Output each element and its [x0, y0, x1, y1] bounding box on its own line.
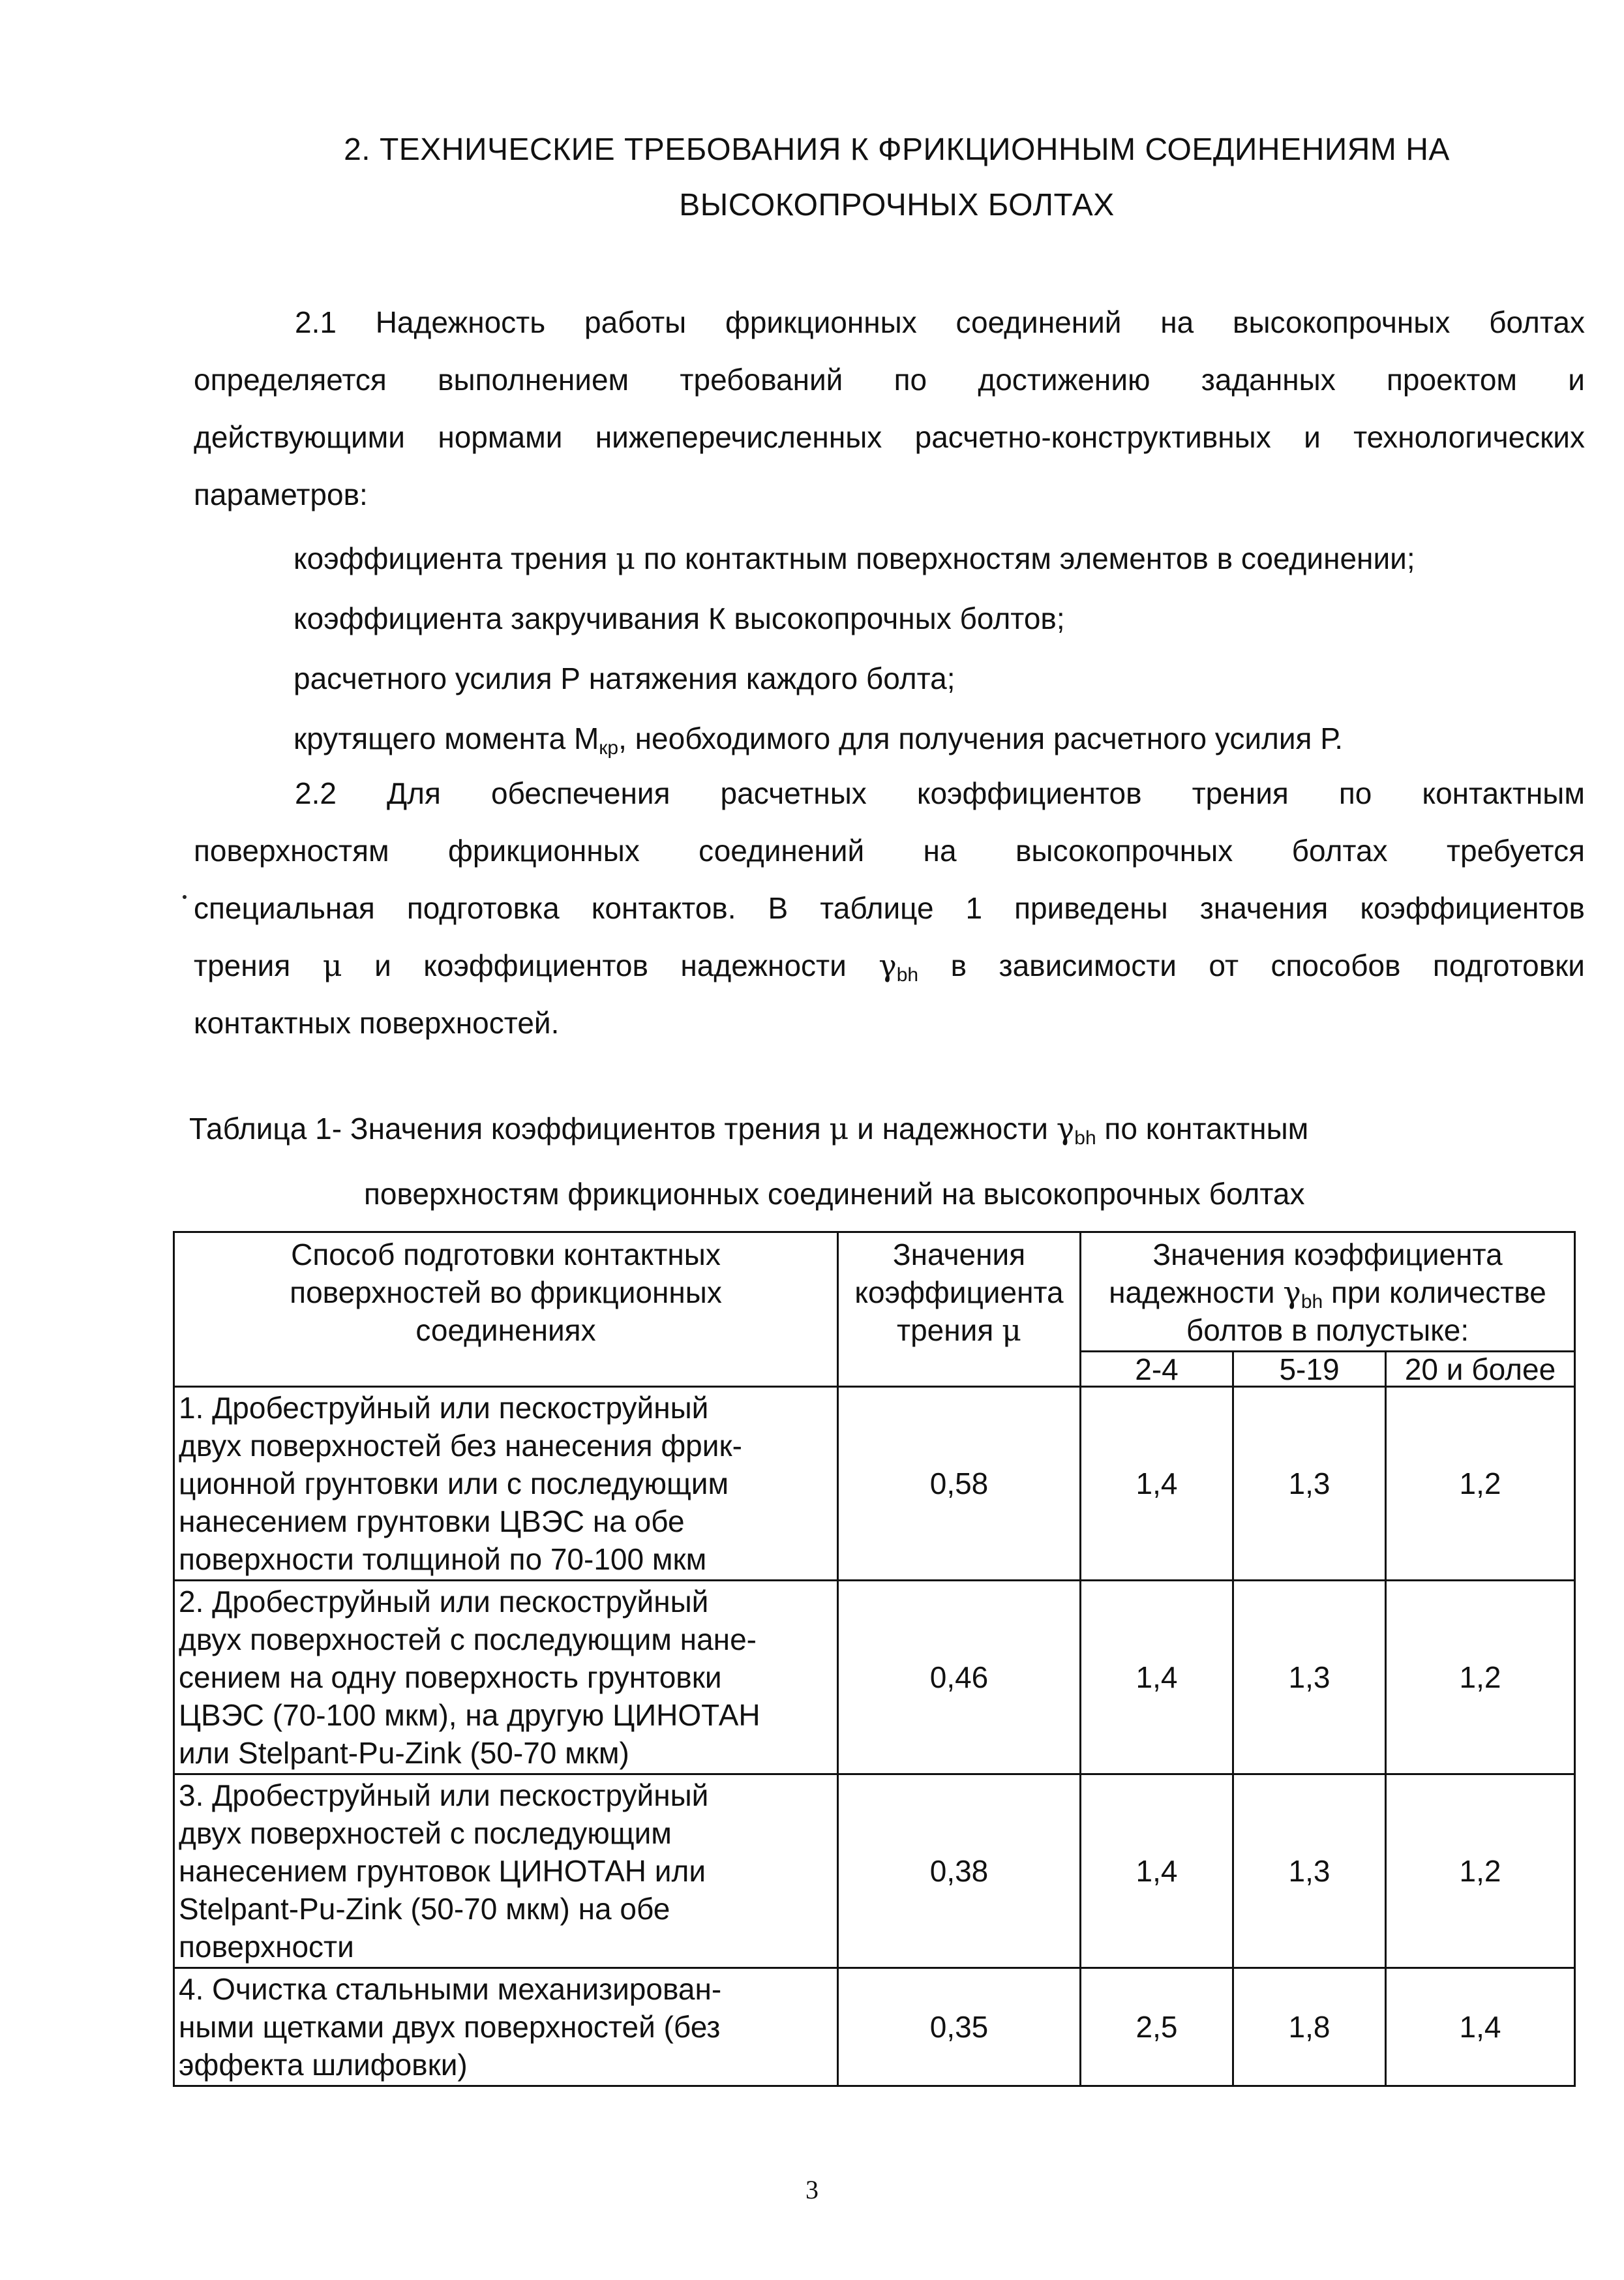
text-run: трения [897, 1313, 1002, 1347]
text-run: по контактным [1096, 1112, 1309, 1146]
header-line [844, 1311, 1074, 1349]
friction-value: 0,38 [838, 1774, 1081, 1968]
method-line: эффекта шлифовки) [179, 2048, 468, 2082]
paragraph-line: действующими нормами нижеперечисленных расчетно-конструктивных и технологических [194, 420, 1585, 454]
reliability-5-19: 1,8 [1233, 1968, 1386, 2086]
item-text: коэффициента закручивания К высокопрочных болтов; [293, 601, 1065, 635]
subscript: bh [1074, 1127, 1096, 1149]
header-line: соединениях [415, 1313, 596, 1347]
paragraph-line: определяется выполнением требований по достижению заданных проектом и [194, 363, 1585, 397]
scan-speck [183, 895, 187, 899]
table-caption-line2: поверхностям фрикционных соединений на высокопрочных болтах [364, 1177, 1305, 1211]
subheader-20-plus: 20 и более [1386, 1352, 1575, 1387]
page-number: 3 [805, 2175, 819, 2204]
item-text: расчетного усилия Р натяжения каждого болта; [293, 661, 955, 695]
mu-symbol: μ [829, 1111, 849, 1146]
header-line [1087, 1273, 1569, 1311]
friction-value: 0,46 [838, 1581, 1081, 1774]
reliability-20-plus: 1,4 [1386, 1968, 1575, 2086]
method-line: Stelpant-Pu-Zink (50-70 мкм) на обе [179, 1892, 670, 1926]
reliability-20-plus: 1,2 [1386, 1387, 1575, 1581]
method-cell [174, 1581, 838, 1774]
text-run: и коэффициентов надежности [342, 949, 879, 982]
table-row [174, 1774, 1575, 1968]
list-item-tension [293, 650, 955, 707]
paragraph-2-1 [194, 294, 1585, 523]
mu-symbol: μ [322, 948, 342, 983]
header-friction [838, 1232, 1081, 1387]
reliability-2-4: 1,4 [1081, 1387, 1233, 1581]
list-item-friction [293, 530, 1415, 587]
text-run: надежности [1109, 1275, 1284, 1309]
list-item-torque [293, 710, 1343, 767]
friction-value: 0,35 [838, 1968, 1081, 2086]
method-line: ционной грунтовки или с последующим [179, 1467, 729, 1500]
method-cell [174, 1968, 838, 2086]
method-cell [174, 1774, 838, 1968]
paragraph-line [194, 937, 1585, 994]
mu-symbol: μ [616, 541, 635, 576]
reliability-5-19: 1,3 [1233, 1774, 1386, 1968]
item-text: крутящего момента М [293, 722, 599, 755]
table-header-row [174, 1232, 1575, 1352]
subheader-2-4: 2-4 [1081, 1352, 1233, 1387]
friction-value: 0,58 [838, 1387, 1081, 1581]
subheader-5-19: 5-19 [1233, 1352, 1386, 1387]
mu-symbol: μ [1002, 1313, 1021, 1348]
method-line: нанесением грунтовок ЦИНОТАН или [179, 1854, 706, 1888]
table-row [174, 1387, 1575, 1581]
method-line: двух поверхностей без нанесения фрик- [179, 1429, 742, 1463]
reliability-2-4: 1,4 [1081, 1581, 1233, 1774]
friction-coefficients-table [173, 1231, 1576, 2087]
item-text: по контактным поверхностям элементов в соединении; [635, 541, 1415, 575]
subscript: bh [896, 964, 919, 986]
method-line: поверхности [179, 1930, 354, 1964]
paragraph-line: параметров: [194, 478, 368, 511]
gamma-symbol: γ [1283, 1275, 1301, 1310]
text-run: в зависимости от способов подготовки [918, 949, 1585, 982]
method-line: 2. Дробеструйный или пескоструйный [179, 1585, 709, 1619]
subscript: кр [599, 737, 619, 759]
header-line: болтов в полустыке: [1186, 1313, 1469, 1347]
reliability-2-4: 2,5 [1081, 1968, 1233, 2086]
section-heading-line2: ВЫСОКОПРОЧНЫХ БОЛТАХ [679, 188, 1115, 222]
method-line: поверхности толщиной по 70-100 мкм [179, 1542, 707, 1576]
paragraph-line: 2.1 Надежность работы фрикционных соединений на высокопрочных болтах [295, 305, 1585, 339]
item-text: коэффициента трения [293, 541, 616, 575]
table-caption-line1 [189, 1106, 1308, 1151]
header-line: Способ подготовки контактных [291, 1238, 721, 1271]
reliability-20-plus: 1,2 [1386, 1581, 1575, 1774]
header-line: поверхностей во фрикционных [290, 1275, 722, 1309]
section-heading-line1: 2. ТЕХНИЧЕСКИЕ ТРЕБОВАНИЯ К ФРИКЦИОННЫМ СОЕДИНЕНИЯМ НА [344, 132, 1450, 167]
header-method [174, 1232, 838, 1387]
method-line: или Stelpant-Pu-Zink (50-70 мкм) [179, 1736, 629, 1770]
method-line: ЦВЭС (70-100 мкм), на другую ЦИНОТАН [179, 1698, 760, 1732]
paragraph-line: специальная подготовка контактов. В таблице 1 приведены значения коэффициентов [194, 891, 1585, 925]
method-line: 1. Дробеструйный или пескоструйный [179, 1391, 709, 1425]
paragraph-line: 2.2 Для обеспечения расчетных коэффициентов трения по контактным [295, 776, 1585, 810]
method-line: 3. Дробеструйный или пескоструйный [179, 1778, 709, 1812]
text-run: Таблица 1- Значения коэффициентов трения [189, 1112, 830, 1146]
paragraph-line: поверхностям фрикционных соединений на высокопрочных болтах требуется [194, 834, 1585, 868]
paragraph-line: контактных поверхностей. [194, 1006, 560, 1040]
table-row [174, 1581, 1575, 1774]
reliability-2-4: 1,4 [1081, 1774, 1233, 1968]
method-line: 4. Очистка стальными механизирован- [179, 1972, 722, 2006]
method-line: двух поверхностей с последующим нане- [179, 1622, 757, 1656]
gamma-symbol: γ [879, 948, 897, 983]
list-item-tightening [293, 590, 1065, 647]
text-run: трения [194, 949, 323, 982]
gamma-symbol: γ [1056, 1111, 1075, 1146]
reliability-5-19: 1,3 [1233, 1387, 1386, 1581]
table-row [174, 1968, 1575, 2086]
header-reliability [1081, 1232, 1575, 1352]
text-run: при количестве [1323, 1275, 1546, 1309]
method-line: нанесением грунтовки ЦВЭС на обе [179, 1504, 685, 1538]
paragraph-2-2 [194, 765, 1585, 1052]
reliability-20-plus: 1,2 [1386, 1774, 1575, 1968]
method-cell [174, 1387, 838, 1581]
method-line: сением на одну поверхность грунтовки [179, 1660, 722, 1694]
header-line: коэффициента [854, 1275, 1064, 1309]
text-run: и надежности [849, 1112, 1057, 1146]
subscript: bh [1301, 1291, 1323, 1313]
item-text: , необходимого для получения расчетного усилия Р. [618, 722, 1344, 755]
method-line: двух поверхностей с последующим [179, 1816, 672, 1850]
header-line: Значения [892, 1238, 1026, 1271]
method-line: ными щетками двух поверхностей (без [179, 2010, 721, 2044]
reliability-5-19: 1,3 [1233, 1581, 1386, 1774]
header-line: Значения коэффициента [1152, 1238, 1503, 1271]
